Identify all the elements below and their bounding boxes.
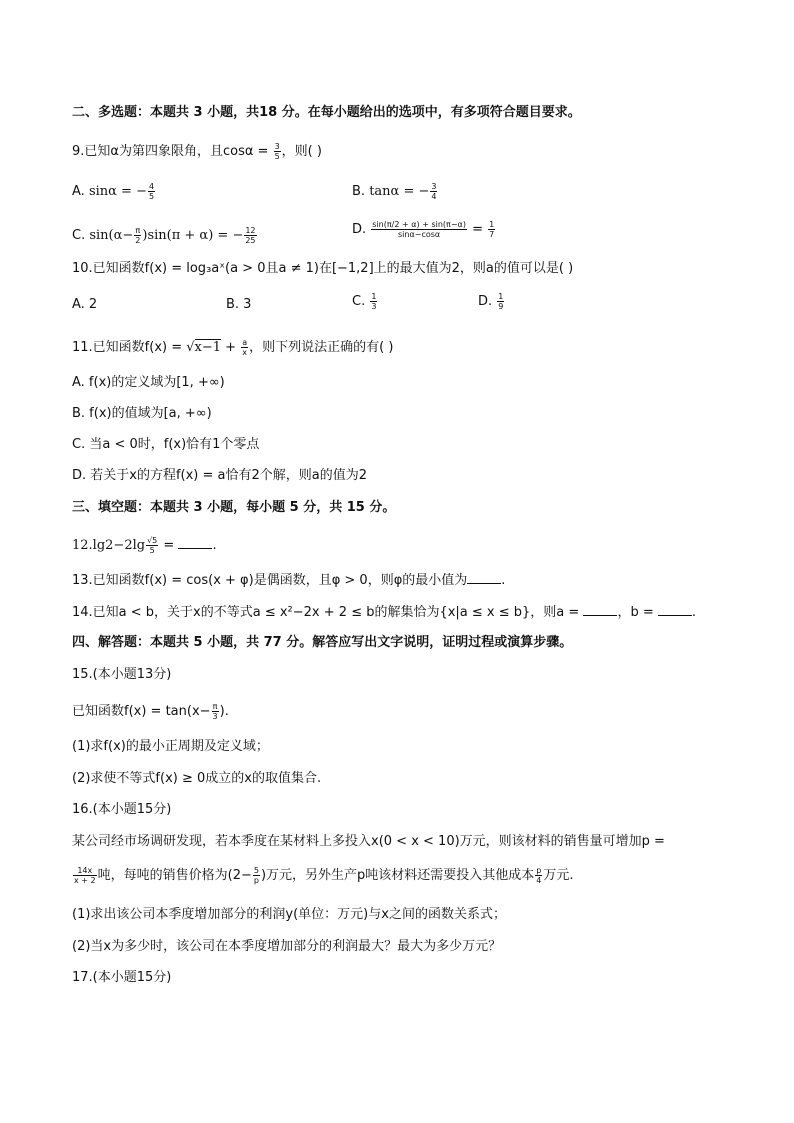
q10-option-c: C. $\frac{1}{3}$ xyxy=(352,292,377,311)
question-13: 13.已知函数f(x) = cos(x + φ)是偶函数，且φ > 0，则φ的最小值为 . xyxy=(72,573,506,588)
question-10-stem: 10.已知函数f(x) = log₃aˣ(a > 0且a ≠ 1)在[−1,2]上的最大值为2，则a的值可以是( ) xyxy=(72,261,574,276)
q9-option-a: A. sinα = − $\frac{4}{5}$ xyxy=(72,182,155,201)
q10-option-b: B. 3 xyxy=(226,297,252,312)
q9-stem-b: ，则( ) xyxy=(281,144,322,159)
q13-answer-blank xyxy=(467,571,501,584)
q11-option-b: B. f(x)的值域为[a, +∞) xyxy=(72,406,212,421)
q10-option-d: D. $\frac{1}{9}$ xyxy=(478,292,504,311)
question-14: 14.已知a < b，关于x的不等式a ≤ x²−2x + 2 ≤ b的解集恰为{x|a ≤ x ≤ b}，则a = ，b = . xyxy=(72,605,696,620)
q11-option-c: C. 当a < 0时，f(x)恰有1个零点 xyxy=(72,437,260,452)
q9-option-b: B. tanα = − $\frac{3}{4}$ xyxy=(352,182,437,201)
q16-line-2: $\frac{14x}{x + 2}$ 吨，每吨的销售价格为(2− $\frac{5}{p}$ )万元，另外生产p吨该材料还需要投入其他成本 $\frac{p}{4}$ 万元. xyxy=(74,866,574,885)
q11-option-a: A. f(x)的定义域为[1, +∞) xyxy=(72,375,225,390)
q12-answer-blank xyxy=(178,536,212,549)
q16-part-2: (2)当x为多少时，该公司在本季度增加部分的利润最大？最大为多少万元？ xyxy=(72,939,502,954)
q10-option-a: A. 2 xyxy=(72,297,98,312)
question-17-title: 17.(本小题15分) xyxy=(72,970,172,985)
question-11-stem: 11.已知函数f(x) = √x−1 + $\frac{a}{x}$ ，则下列说法正确的有( ) xyxy=(72,338,394,357)
q16-line-1: 某公司经市场调研发现，若本季度在某材料上多投入x(0 < x < 10)万元，则该材料的销售量可增加p = xyxy=(72,834,665,849)
section-header-solve: 四、解答题：本题共 5 小题，共 77 分。解答应写出文字说明，证明过程或演算步骤。 xyxy=(72,635,573,650)
q16-part-1: (1)求出该公司本季度增加部分的利润y(单位：万元)与x之间的函数关系式； xyxy=(72,907,506,922)
q15-part-2: (2)求使不等式f(x) ≥ 0成立的x的取值集合. xyxy=(72,771,322,786)
q11-option-d: D. 若关于x的方程f(x) = a恰有2个解，则a的值为2 xyxy=(72,468,368,483)
question-9-stem xyxy=(72,142,322,161)
q9-fraction: $\frac{3}{5}$ xyxy=(274,142,280,161)
q14-answer-blank-b xyxy=(658,603,692,616)
q9-option-c: C. sin(α− $\frac{\pi}{2}$ )sin(π + α) = − $\frac{12}{25}$ xyxy=(72,226,256,245)
section-header-multi-choice: 二、多选题：本题共 3 小题，共18 分。在每小题给出的选项中，有多项符合题目要求。 xyxy=(72,105,581,120)
question-12: 12.lg2−2lg $\frac{√5}{5}$ = . xyxy=(72,536,217,555)
q15-part-1: (1)求f(x)的最小正周期及定义域； xyxy=(72,739,269,754)
q9-stem-a: 9.已知α为第四象限角，且cosα = xyxy=(72,144,273,159)
q11-sqrt: x−1 xyxy=(194,340,222,355)
section-header-fill: 三、填空题：本题共 3 小题，每小题 5 分，共 15 分。 xyxy=(72,500,396,515)
question-15-title: 15.(本小题13分) xyxy=(72,667,172,682)
q9-option-d: D. $\frac{\sin(\pi/2 + \alpha) + \sin(\pi-\alpha)}{\sin\alpha-\cos\alpha}$ = $\frac{1}{7}$ xyxy=(352,220,495,239)
q14-answer-blank-a xyxy=(583,603,617,616)
question-16-title: 16.(本小题15分) xyxy=(72,802,172,817)
question-15-stem: 已知函数f(x) = tan(x− $\frac{\pi}{3}$ ). xyxy=(72,702,229,721)
